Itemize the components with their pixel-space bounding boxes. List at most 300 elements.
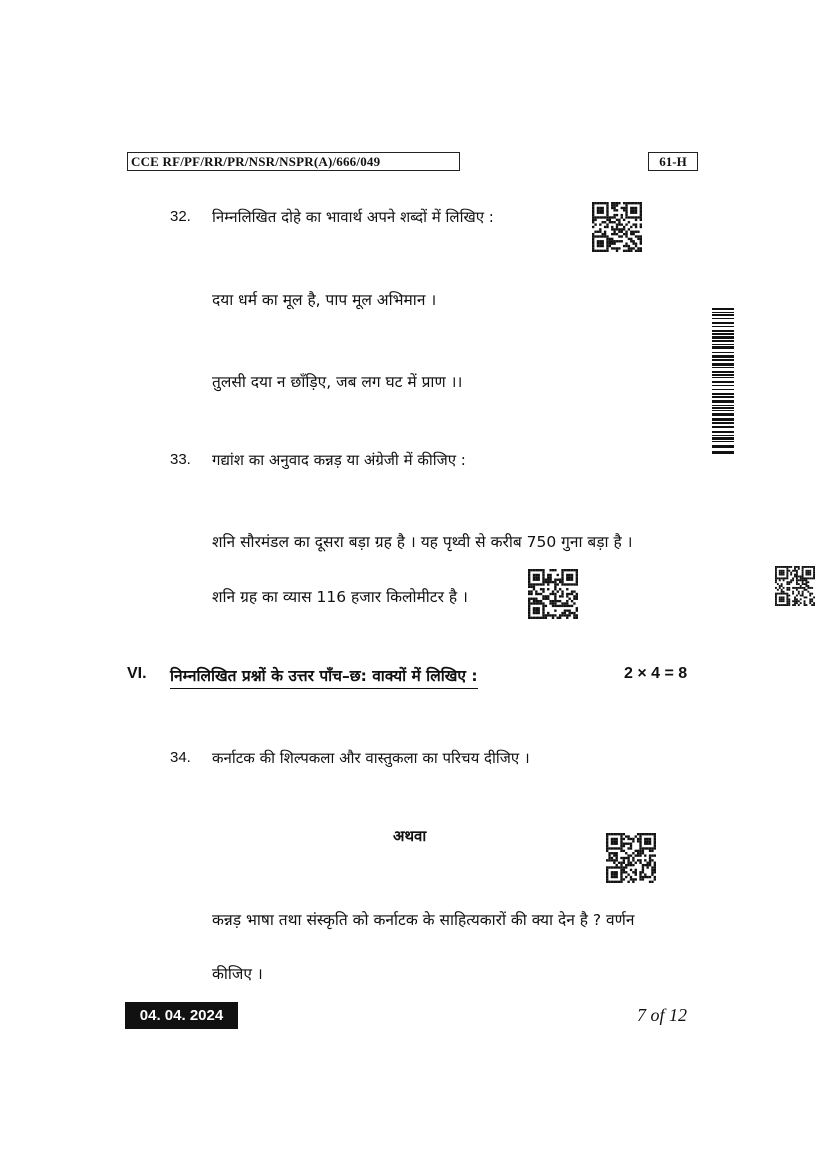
barcode-bar	[712, 405, 734, 406]
qr-module	[618, 223, 620, 225]
qr-module	[616, 854, 618, 856]
qr-module	[618, 247, 620, 249]
qr-module	[606, 247, 608, 249]
qr-module	[542, 605, 544, 607]
qr-module	[779, 585, 781, 587]
qr-module	[604, 231, 606, 233]
qr-module	[611, 859, 613, 861]
barcode-bar	[712, 346, 734, 349]
qr-module	[640, 235, 642, 237]
qr-module	[813, 576, 815, 578]
qr-module	[561, 612, 563, 614]
qr-module	[813, 604, 815, 606]
qr-module	[613, 221, 615, 223]
qr-module	[618, 221, 620, 223]
qr-module	[654, 878, 656, 880]
qr-module	[602, 242, 604, 244]
qr-module	[635, 862, 637, 864]
qr-module	[630, 202, 632, 204]
qr-module	[561, 574, 563, 576]
qr-module	[611, 866, 613, 868]
qr-module	[528, 602, 530, 604]
qr-module	[635, 216, 637, 218]
qr-module	[606, 845, 608, 847]
qr-module	[637, 833, 639, 835]
qr-module	[786, 595, 788, 597]
qr-module	[627, 835, 629, 837]
qr-module	[576, 574, 578, 576]
barcode-bar	[712, 451, 734, 454]
qr-module	[542, 612, 544, 614]
qr-module	[646, 840, 648, 842]
qr-module	[573, 590, 575, 592]
qr-module	[545, 581, 547, 583]
qr-module	[566, 588, 568, 590]
qr-module	[625, 216, 627, 218]
qr-module	[788, 602, 790, 604]
qr-module	[597, 209, 599, 211]
qr-module	[794, 574, 796, 576]
qr-module	[542, 571, 544, 573]
qr-module	[637, 250, 639, 252]
qr-module	[540, 617, 542, 619]
qr-module	[540, 602, 542, 604]
qr-module	[564, 605, 566, 607]
qr-module	[606, 878, 608, 880]
qr-module	[557, 600, 559, 602]
qr-module	[538, 574, 540, 576]
qr-module	[599, 228, 601, 230]
barcode-bar	[712, 445, 734, 448]
qr-module	[613, 216, 615, 218]
qr-module	[788, 583, 790, 585]
qr-module	[800, 595, 802, 597]
qr-module	[606, 850, 608, 852]
qr-module	[566, 583, 568, 585]
qr-module	[592, 238, 594, 240]
qr-module	[809, 602, 811, 604]
qr-module	[649, 833, 651, 835]
qr-module	[549, 600, 551, 602]
qr-module	[602, 240, 604, 242]
qr-module	[779, 587, 781, 589]
qr-module	[792, 587, 794, 589]
qr-module	[654, 869, 656, 871]
qr-module	[611, 238, 613, 240]
qr-module	[804, 600, 806, 602]
qr-module	[777, 577, 779, 579]
qr-module	[568, 579, 570, 581]
qr-module	[786, 598, 788, 600]
qr-module	[613, 854, 615, 856]
qr-module	[628, 238, 630, 240]
qr-module	[805, 574, 807, 576]
exam-date: 04. 04. 2024	[125, 1002, 238, 1029]
qr-module	[779, 574, 781, 576]
qr-module	[813, 570, 815, 572]
qr-module	[649, 850, 651, 852]
qr-module	[554, 598, 556, 600]
barcode-bar	[712, 344, 734, 345]
qr-module	[809, 572, 811, 574]
qr-module	[620, 857, 622, 859]
qr-module	[644, 840, 646, 842]
qr-module	[554, 586, 556, 588]
qr-module	[606, 871, 608, 873]
qr-module	[786, 593, 788, 595]
qr-module	[775, 570, 777, 572]
qr-module	[783, 600, 785, 602]
qr-module	[620, 833, 622, 835]
qr-module	[576, 583, 578, 585]
qr-module	[651, 881, 653, 883]
qr-module	[635, 212, 637, 214]
qr-module	[592, 247, 594, 249]
qr-module	[802, 577, 804, 579]
qr-module	[616, 228, 618, 230]
qr-module	[637, 216, 639, 218]
qr-module	[606, 873, 608, 875]
qr-module	[802, 591, 804, 593]
qr-module	[599, 209, 601, 211]
passage-line-1: शनि सौरमंडल का दूसरा बड़ा ग्रह है । यह पृथ्वी से करीब 750 गुना बड़ा है ।	[212, 533, 633, 551]
qr-module	[616, 847, 618, 849]
qr-module	[566, 617, 568, 619]
qr-module	[646, 847, 648, 849]
qr-module	[630, 845, 632, 847]
qr-module	[625, 835, 627, 837]
section-title: निम्नलिखित प्रश्नों के उत्तर पाँच–छ: वाक्यों में लिखिए :	[170, 664, 478, 689]
qr-module	[616, 864, 618, 866]
qr-module	[528, 600, 530, 602]
qr-module	[640, 216, 642, 218]
qr-code	[606, 833, 656, 883]
qr-module	[533, 583, 535, 585]
qr-module	[606, 838, 608, 840]
qr-module	[813, 568, 815, 570]
qr-module	[798, 566, 800, 568]
qr-module	[798, 583, 800, 585]
qr-module	[781, 566, 783, 568]
qr-module	[568, 605, 570, 607]
qr-module	[606, 204, 608, 206]
qr-module	[794, 566, 796, 568]
qr-module	[599, 242, 601, 244]
qr-module	[599, 235, 601, 237]
qr-module	[571, 605, 573, 607]
qr-module	[604, 216, 606, 218]
qr-module	[573, 598, 575, 600]
qr-module	[618, 862, 620, 864]
qr-module	[549, 576, 551, 578]
qr-module	[616, 223, 618, 225]
qr-module	[649, 854, 651, 856]
qr-module	[547, 614, 549, 616]
barcode-bar	[712, 352, 734, 353]
qr-module	[786, 604, 788, 606]
qr-module	[592, 214, 594, 216]
qr-module	[642, 847, 644, 849]
qr-module	[547, 583, 549, 585]
qr-module	[618, 847, 620, 849]
qr-module	[625, 245, 627, 247]
qr-module	[616, 247, 618, 249]
qr-module	[545, 617, 547, 619]
qr-module	[635, 835, 637, 837]
qr-module	[602, 209, 604, 211]
qr-module	[786, 581, 788, 583]
qr-module	[781, 600, 783, 602]
qr-module	[807, 572, 809, 574]
qr-module	[616, 876, 618, 878]
qr-module	[632, 852, 634, 854]
qr-module	[552, 614, 554, 616]
qr-module	[549, 614, 551, 616]
qr-module	[786, 596, 788, 598]
qr-module	[599, 250, 601, 252]
qr-module	[807, 591, 809, 593]
qr-module	[533, 609, 535, 611]
qr-module	[802, 581, 804, 583]
qr-module	[535, 576, 537, 578]
qr-module	[781, 570, 783, 572]
qr-module	[654, 854, 656, 856]
qr-module	[790, 566, 792, 568]
qr-module	[616, 233, 618, 235]
qr-module	[606, 835, 608, 837]
qr-module	[542, 579, 544, 581]
qr-module	[640, 240, 642, 242]
qr-module	[654, 864, 656, 866]
qr-module	[798, 593, 800, 595]
qr-module	[613, 843, 615, 845]
qr-module	[632, 864, 634, 866]
barcode-bar	[712, 308, 734, 310]
qr-module	[630, 231, 632, 233]
qr-module	[559, 600, 561, 602]
barcode-bar	[712, 340, 734, 342]
qr-module	[554, 609, 556, 611]
qr-module	[630, 838, 632, 840]
qr-module	[639, 838, 641, 840]
qr-module	[576, 571, 578, 573]
qr-module	[552, 569, 554, 571]
qr-module	[786, 576, 788, 578]
qr-module	[790, 581, 792, 583]
barcode-bar	[712, 389, 734, 390]
qr-module	[602, 250, 604, 252]
qr-module	[811, 600, 813, 602]
qr-module	[557, 579, 559, 581]
barcode-bar	[712, 393, 734, 395]
qr-module	[807, 585, 809, 587]
barcode-bar	[712, 437, 734, 440]
qr-module	[554, 583, 556, 585]
qr-module	[781, 589, 783, 591]
qr-module	[775, 568, 777, 570]
qr-module	[788, 566, 790, 568]
qr-module	[785, 604, 787, 606]
qr-module	[649, 847, 651, 849]
qr-module	[616, 852, 618, 854]
barcode-bar	[712, 400, 734, 403]
qr-module	[625, 202, 627, 204]
qr-module	[621, 235, 623, 237]
qr-module	[625, 212, 627, 214]
qr-module	[561, 595, 563, 597]
qr-module	[788, 570, 790, 572]
qr-module	[552, 605, 554, 607]
qr-module	[613, 247, 615, 249]
qr-module	[775, 595, 777, 597]
qr-module	[800, 587, 802, 589]
qr-module	[625, 223, 627, 225]
qr-module	[781, 604, 783, 606]
qr-module	[805, 581, 807, 583]
qr-module	[606, 866, 608, 868]
qr-module	[613, 214, 615, 216]
qr-module	[813, 574, 815, 576]
qr-module	[809, 595, 811, 597]
qr-module	[637, 840, 639, 842]
qr-module	[540, 569, 542, 571]
qr-module	[781, 598, 783, 600]
qr-module	[540, 588, 542, 590]
qr-module	[571, 576, 573, 578]
qr-module	[542, 598, 544, 600]
qr-module	[542, 574, 544, 576]
qr-module	[623, 850, 625, 852]
qr-module	[620, 864, 622, 866]
qr-module	[800, 576, 802, 578]
qr-module	[616, 250, 618, 252]
qr-module	[561, 614, 563, 616]
qr-module	[564, 569, 566, 571]
qr-module	[604, 235, 606, 237]
qr-module	[637, 231, 639, 233]
qr-module	[637, 850, 639, 852]
qr-module	[637, 854, 639, 856]
qr-module	[779, 604, 781, 606]
qr-module	[606, 881, 608, 883]
qr-module	[613, 209, 615, 211]
qr-module	[611, 207, 613, 209]
qr-module	[597, 212, 599, 214]
qr-module	[609, 216, 611, 218]
qr-module	[535, 598, 537, 600]
qr-module	[805, 577, 807, 579]
qr-module	[538, 579, 540, 581]
qr-module	[781, 596, 783, 598]
qr-module	[542, 576, 544, 578]
qr-module	[552, 602, 554, 604]
qr-module	[639, 840, 641, 842]
qr-module	[779, 593, 781, 595]
qr-module	[640, 202, 642, 204]
qr-module	[620, 850, 622, 852]
qr-module	[568, 614, 570, 616]
barcode-bar	[712, 314, 734, 316]
qr-module	[794, 587, 796, 589]
barcode-bar	[712, 330, 734, 332]
barcode-bar	[712, 410, 734, 411]
qr-module	[786, 566, 788, 568]
qr-module	[538, 607, 540, 609]
qr-module	[599, 245, 601, 247]
qr-module	[775, 581, 777, 583]
qr-module	[802, 572, 804, 574]
qr-module	[796, 570, 798, 572]
qr-module	[606, 216, 608, 218]
qr-module	[609, 238, 611, 240]
exam-code: CCE RF/PF/RR/PR/NSR/NSPR(A)/666/049	[127, 152, 460, 171]
qr-module	[528, 607, 530, 609]
qr-module	[794, 576, 796, 578]
qr-module	[651, 859, 653, 861]
qr-module	[604, 221, 606, 223]
qr-module	[528, 581, 530, 583]
qr-module	[540, 600, 542, 602]
qr-module	[635, 871, 637, 873]
paper-code: 61-H	[648, 152, 698, 171]
qr-module	[628, 250, 630, 252]
qr-module	[552, 593, 554, 595]
qr-module	[545, 579, 547, 581]
qr-module	[571, 569, 573, 571]
qr-module	[611, 226, 613, 228]
qr-module	[639, 850, 641, 852]
qr-module	[561, 583, 563, 585]
qr-module	[628, 221, 630, 223]
qr-module	[635, 850, 637, 852]
qr-module	[786, 587, 788, 589]
qr-module	[630, 854, 632, 856]
qr-module	[813, 602, 815, 604]
qr-module	[635, 235, 637, 237]
qr-module	[654, 876, 656, 878]
qr-module	[571, 590, 573, 592]
qr-module	[557, 574, 559, 576]
qr-module	[611, 242, 613, 244]
qr-module	[545, 598, 547, 600]
qr-module	[792, 604, 794, 606]
barcode-bar	[712, 318, 734, 319]
qr-module	[566, 576, 568, 578]
qr-module	[623, 250, 625, 252]
qr-module	[630, 240, 632, 242]
qr-module	[606, 876, 608, 878]
qr-module	[530, 590, 532, 592]
qr-module	[785, 577, 787, 579]
qr-module	[602, 233, 604, 235]
qr-module	[594, 219, 596, 221]
qr-module	[809, 598, 811, 600]
qr-module	[800, 598, 802, 600]
qr-module	[611, 202, 613, 204]
qr-module	[552, 581, 554, 583]
qr-module	[811, 566, 813, 568]
qr-module	[592, 216, 594, 218]
qr-module	[576, 576, 578, 578]
qr-module	[608, 847, 610, 849]
qr-module	[535, 590, 537, 592]
qr-module	[566, 595, 568, 597]
qr-module	[566, 579, 568, 581]
qr-module	[611, 240, 613, 242]
qr-module	[781, 585, 783, 587]
qr-module	[611, 840, 613, 842]
qr-module	[530, 602, 532, 604]
